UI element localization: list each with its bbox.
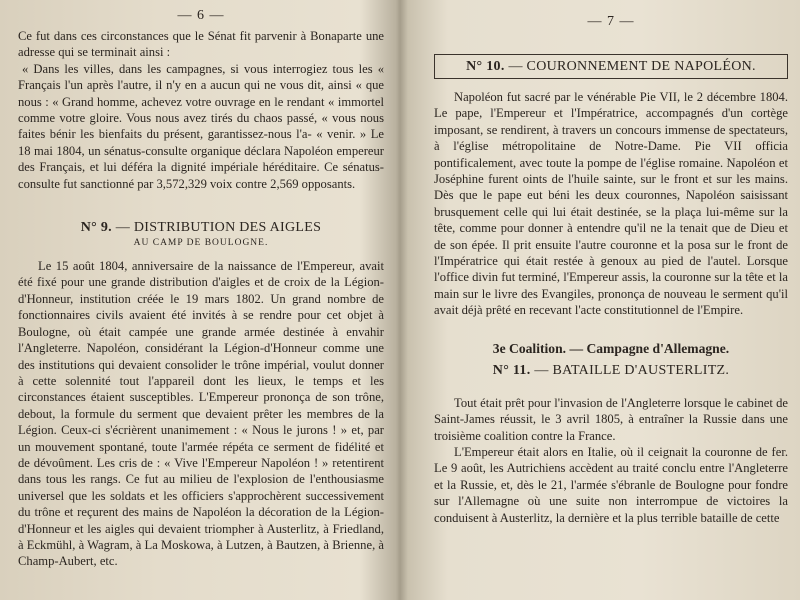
campaign-heading: 3e Coalition. — Campagne d'Allemagne.	[492, 340, 730, 356]
section-heading-9	[18, 220, 384, 236]
austerlitz-paragraph-2: L'Empereur était alors en Italie, où il ceignait la couronne de fer. Le 9 août, les Autrichiens accèdent au traité conclu entre l'Angleterre et la Russie, et, dès le 21, l'armée s'ébranle de Boulogne pour fondre sur l'Allemagne où une suite non interrompue de victoires la conduisent à Austerlitz, la dernière et la plus terrible bataille de cette	[434, 444, 788, 525]
intro-paragraph: Ce fut dans ces circonstances que le Sénat fit parvenir à Bonaparte une adresse qui se terminait ainsi :	[18, 29, 384, 60]
page-number-left: — 6 —	[177, 8, 225, 23]
senate-address-quote: « Dans les villes, dans les campagnes, si vous interrogiez tous les « Français l'un après l'autre, il n'y en a aucun qui ne vous dit, ainsi « que nous : « Grand homme, achevez votre ouvrage en le rendant « immortel comme votre gloire. Vous nous avez tirés du chaos passé, « vous nous faites bénir les bienfaits du présent, garantissez-nous l'a- « venir. » Le 18 mai 1804, un sénatus-consulte organique déclara Napoléon empereur des Français, et lui déféra la dignité impériale héréditaire. Ce sénatus-consulte fut sanctionné par 3,572,329 voix contre 2,569 opposants.	[18, 61, 384, 191]
right-page	[404, 0, 800, 600]
section-heading-10-box	[434, 54, 788, 79]
section-number-9: N° 9.	[80, 220, 112, 236]
section-title-10: — COURONNEMENT DE NAPOLÉON.	[508, 59, 756, 74]
section-subtitle-9: AU CAMP DE BOULOGNE.	[133, 238, 269, 249]
section-number-10: N° 10.	[466, 59, 505, 74]
section-number-11: N° 11.	[492, 362, 531, 378]
eagles-distribution-paragraph: Le 15 août 1804, anniversaire de la naissance de l'Empereur, avait été fixé pour une grande distribution d'aigles et de croix de la Légion-d'Honneur, institution créée le 19 mars 1802. Un grand nombre de fonctionnaires civils avaient été invités à se rendre pour cet objet à Boulogne, où était campée une grande armée destinée à envahir l'Angleterre. Napoléon, considérant la Légion-d'Honneur comme une des institutions qui devaient consolider le trône impérial, voulut donner à cette solennité tout l'appareil dont les lieux, le temps et les circonstances étaient susceptibles. L'Empereur prononça de son trône, debout, la formule du serment que devaient prêter les membres de la Légion. Ceux-ci s'écrièrent unanimement : « Nous le jurons ! » et, par un mouvement spontané, toute l'armée répéta ce serment de fidélité et de dévoûment. Les cris de : « Vive l'Empereur Napoléon ! » retentirent dans tous les rangs. Ce fut au milieu de l'explosion de l'enthousiasme universel que les soldats et les officiers s'approchèrent successivement du trône et reçurent des mains de Napoléon la décoration de la Légion-d'Honneur et les aigles qui devaient triompher à Austerlitz, à Friedland, à Eckmühl, à Wagram, à La Moskowa, à Lutzen, à Bautzen, à Brienne, à Champ-Aubert, etc.	[18, 259, 384, 569]
coronation-paragraph: Napoléon fut sacré par le vénérable Pie VII, le 2 décembre 1804. Le pape, l'Empereur et l'Impératrice, accompagnés d'un cortège imposant, se rendirent, à travers un concours immense de spectateurs, à l'église métropolitaine de Notre-Dame. Pie VII officia pontificalement, avec toute la pompe de l'église romaine. Napoléon et Joséphine furent oints de l'huile sainte, sur le front et sur les mains. Dès que le pape eut béni les deux couronnes, Napoléon saisissant brusquement celle qui lui était destinée, se la plaça lui-même sur la tête, comme pour donner à entendre qu'il ne la tenait que de Dieu et de son épée. Il prit ensuite l'autre couronne et la posa sur le front de l'Impératrice qui était restée à genoux au pied de l'autel. Lorsque l'office divin fut terminé, l'Empereur assis, la couronne sur la tête et la main sur le livre des Evangiles, prononça de nouveau le serment qu'il avait déjà prêté en recevant l'acte constitutionnel de l'Empire.	[434, 90, 788, 318]
page-number-right: — 7 —	[587, 14, 635, 29]
left-page	[0, 0, 398, 600]
section-title-9: — DISTRIBUTION DES AIGLES	[115, 220, 322, 236]
austerlitz-paragraph-1: Tout était prêt pour l'invasion de l'Angleterre lorsque le cabinet de Saint-James réussit, le 3 avril 1805, à entraîner la Russie dans une troisième coalition contre la France.	[434, 395, 788, 443]
section-heading-11	[434, 363, 788, 379]
section-title-11: — BATAILLE D'AUSTERLITZ.	[534, 362, 730, 378]
